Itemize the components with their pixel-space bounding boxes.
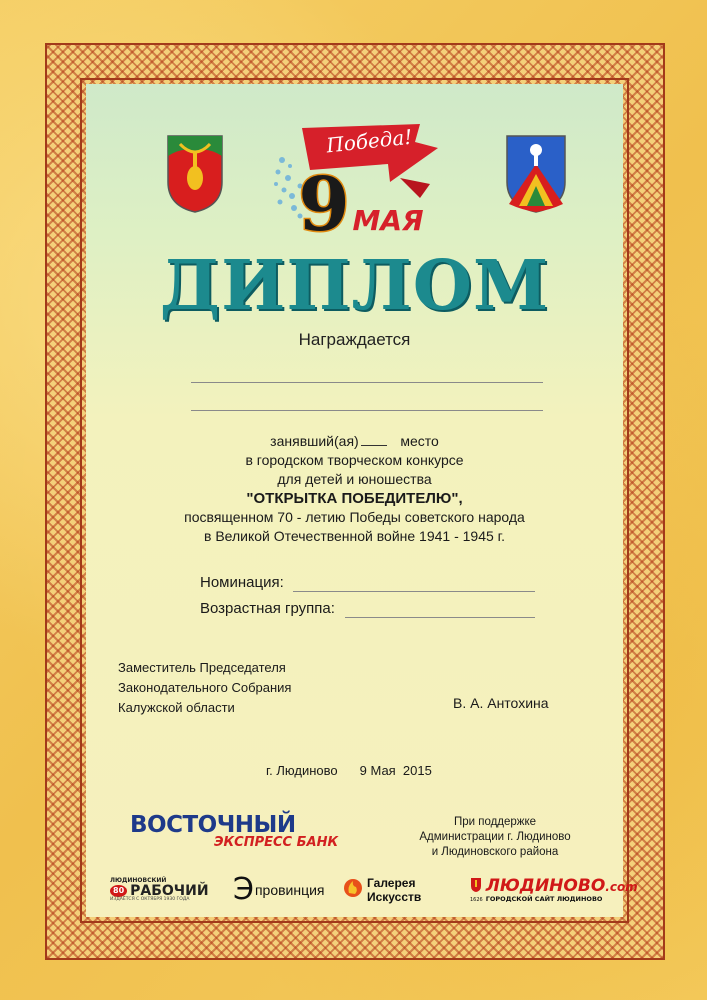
lud-com: .com bbox=[605, 879, 638, 894]
place-line bbox=[86, 432, 623, 451]
position-line-2: Законодательного Собрания bbox=[118, 680, 292, 695]
support-line-2: Администрации г. Людиново bbox=[419, 831, 571, 843]
eprov-text: провинция bbox=[254, 882, 325, 898]
place-label-after: место bbox=[400, 433, 439, 449]
victory-day-month: МАЯ bbox=[352, 204, 424, 237]
victory-day-logo bbox=[270, 120, 440, 240]
body-line-5: посвященном 70 - летию Победы советского народа bbox=[184, 509, 525, 525]
age-group-line bbox=[345, 617, 535, 618]
lud-main: ЛЮДИНОВО bbox=[485, 875, 606, 896]
rabochiy-big: РАБОЧИЙ bbox=[130, 882, 209, 899]
support-text bbox=[400, 815, 590, 860]
body-line-6: в Великой Отечественной войне 1941 - 1945 г. bbox=[204, 528, 505, 544]
diploma-title: ДИПЛОМ bbox=[159, 246, 550, 326]
lud-sub: ГОРОДСКОЙ САЙТ ЛЮДИНОВО bbox=[485, 894, 603, 903]
lud-year: 1626 bbox=[470, 897, 483, 903]
eprovintsiya-logo bbox=[233, 873, 333, 907]
signatory-name: В. А. Антохина bbox=[453, 695, 549, 711]
lyudinovo-com-logo bbox=[470, 873, 638, 907]
position-line-1: Заместитель Председателя bbox=[118, 660, 286, 675]
name-line-2 bbox=[191, 410, 543, 411]
place-blank bbox=[361, 434, 387, 446]
gallery-text: Галерея Искусств bbox=[367, 876, 422, 904]
position-line-3: Калужской области bbox=[118, 700, 235, 715]
gallery-logo bbox=[343, 873, 468, 907]
contest-name: "ОТКРЫТКА ПОБЕДИТЕЛЮ", bbox=[246, 490, 463, 507]
support-line-1: При поддержке bbox=[453, 816, 537, 828]
place-label-before: занявший(ая) bbox=[270, 433, 359, 449]
place-text: г. Людиново bbox=[266, 763, 338, 778]
bank-name-top: ВОСТОЧНЫЙ bbox=[130, 812, 296, 838]
name-line-1 bbox=[191, 382, 543, 383]
age-group-label: Возрастная группа: bbox=[200, 600, 335, 617]
diploma-body bbox=[86, 432, 623, 546]
body-line-3: для детей и юношества bbox=[277, 471, 432, 487]
victory-banner-text: Победа! bbox=[325, 124, 414, 158]
signatory-position bbox=[118, 658, 291, 718]
body-line-2: в городском творческом конкурсе bbox=[245, 452, 464, 468]
date-text: 9 Мая 2015 bbox=[359, 763, 432, 778]
support-line-3: и Людиновского района bbox=[431, 846, 559, 858]
kaluga-coat-of-arms-icon bbox=[505, 134, 567, 214]
bank-name-bottom: ЭКСПРЕСС БАНК bbox=[214, 835, 339, 850]
rabochiy-small: ЛЮДИНОВСКИЙ bbox=[110, 876, 167, 884]
rabochiy-badge: 80 bbox=[110, 885, 127, 897]
awarded-label: Награждается bbox=[298, 330, 411, 349]
lyudinovo-emblem-icon bbox=[470, 877, 482, 897]
lyudinovsky-rabochiy-logo bbox=[110, 873, 215, 907]
nomination-line bbox=[293, 591, 535, 592]
victory-day-number: 9 bbox=[298, 162, 350, 240]
place-and-date bbox=[266, 763, 432, 778]
eprov-letter: Э bbox=[233, 872, 254, 907]
vostochny-bank-logo bbox=[130, 812, 345, 862]
lyudinovo-coat-of-arms-icon bbox=[166, 134, 224, 214]
rabochiy-tiny: ИЗДАЁТСЯ С ОКТЯБРЯ 1930 ГОДА bbox=[110, 896, 190, 902]
nomination-label: Номинация: bbox=[200, 574, 284, 591]
gallery-flame-icon bbox=[343, 877, 363, 903]
